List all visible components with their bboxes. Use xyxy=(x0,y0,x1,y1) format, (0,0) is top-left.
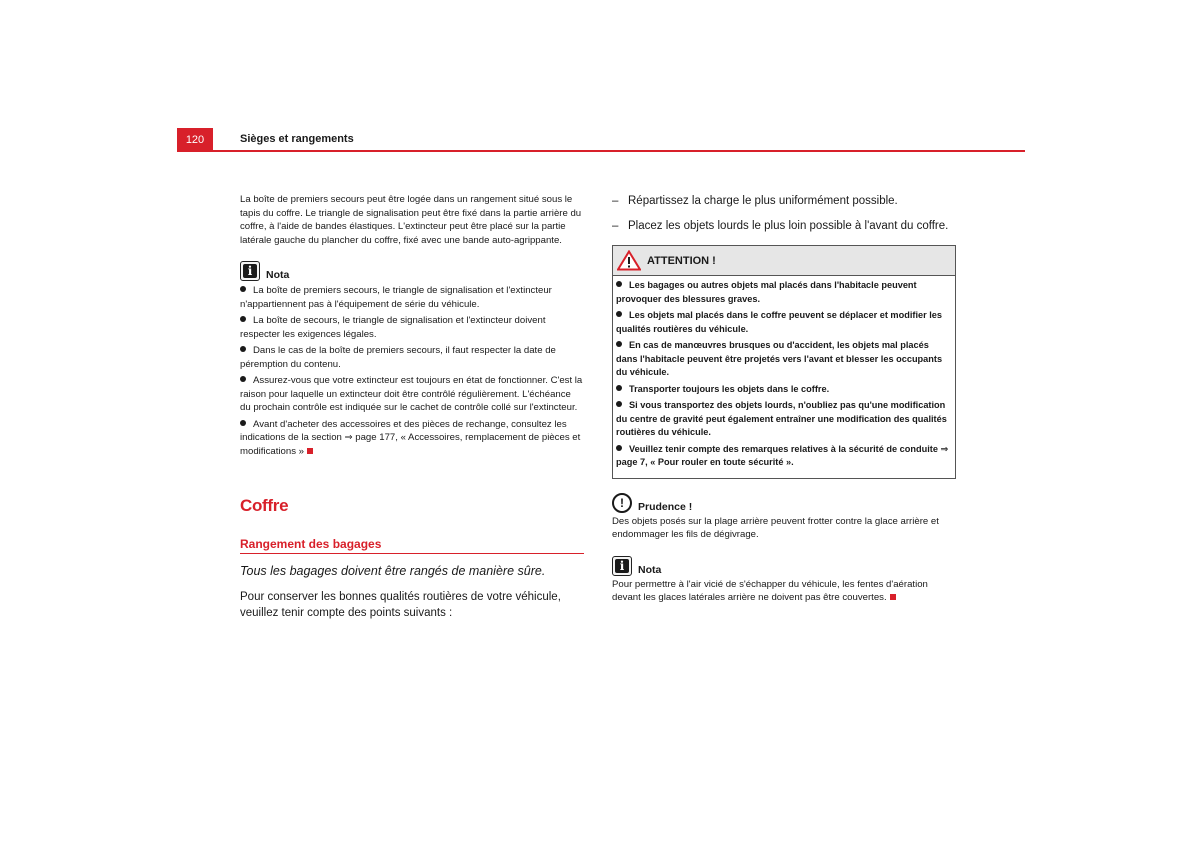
nota-item xyxy=(240,418,584,459)
bullet-icon xyxy=(616,445,622,451)
list-item: – Placez les objets lourds le plus loin possible à l'avant du coffre. xyxy=(612,220,949,232)
left-column xyxy=(240,193,584,621)
right-column xyxy=(612,193,956,605)
attention-item xyxy=(616,443,952,470)
intro-paragraph: La boîte de premiers secours peut être logée dans un rangement situé sous le tapis du coffre. Le triangle de signalisation peut être fixé dans la partie arrière du coffre, à l'aide de bandes élastiques. L'extincteur peut être placé sur la partie latérale gauche du plancher du coffre, fixé avec une bande auto-agrippante. xyxy=(240,194,582,246)
nota-item: La boîte de secours, le triangle de signalisation et l'extincteur doivent respecter les exigences légales. xyxy=(240,315,546,340)
attention-box xyxy=(612,245,956,479)
prudence-label: Prudence ! xyxy=(638,500,693,513)
bullet-icon xyxy=(240,420,246,426)
bullet-icon xyxy=(240,286,246,292)
bullet-icon xyxy=(616,341,622,347)
attention-item: En cas de manœuvres brusques ou d'accident, les objets mal placés dans l'habitacle peuvent être projetés vers l'avant et blesser les occupants du véhicule. xyxy=(616,340,943,377)
bullet-icon xyxy=(616,311,622,317)
attention-body xyxy=(613,276,955,478)
bullet-icon xyxy=(616,385,622,391)
nota-item: Assurez-vous que votre extincteur est toujours en état de fonctionner. C'est la raison pour laquelle un extincteur doit être contrôlé régulièrement. L'échéance du prochain contrôle est indiquée sur le cachet de contrôle collé sur l'extincteur. xyxy=(240,375,583,413)
end-of-section-icon xyxy=(890,594,896,600)
prudence-heading xyxy=(612,493,956,513)
attention-label: ATTENTION ! xyxy=(647,254,716,267)
cross-reference-link[interactable]: Veuillez tenir compte des remarques relatives à la sécurité de conduite ⇒ page 7, « Pour rouler en toute sécurité ». xyxy=(616,443,949,467)
header-title: Sièges et rangements xyxy=(240,133,354,145)
nota-item: La boîte de premiers secours, le triangle de signalisation et l'extincteur n'appartiennent pas à l'équipement de série du véhicule. xyxy=(240,285,552,310)
attention-header xyxy=(613,246,955,276)
nota-item: Dans le cas de la boîte de premiers secours, il faut respecter la date de péremption du contenu. xyxy=(240,345,556,370)
nota-label: Nota xyxy=(266,269,290,281)
nota-label: Nota xyxy=(638,563,662,576)
bullet-icon xyxy=(240,346,246,352)
body-paragraph: Pour conserver les bonnes qualités routières de votre véhicule, veuillez tenir compte des points suivants : xyxy=(240,591,561,619)
end-of-section-icon xyxy=(307,448,313,454)
nota-heading xyxy=(612,556,956,576)
attention-item: Transporter toujours les objets dans le coffre. xyxy=(616,383,952,397)
nota-heading xyxy=(240,261,584,281)
bullet-icon xyxy=(240,316,246,322)
section-title: Coffre xyxy=(240,496,289,515)
page-number: 120 xyxy=(177,128,213,150)
warning-triangle-icon xyxy=(617,250,641,271)
nota-text: Pour permettre à l'air vicié de s'échapper du véhicule, les fentes d'aération devant les glaces latérales arrière ne doivent pas être couvertes. xyxy=(612,578,928,603)
page-header xyxy=(177,128,1025,152)
info-icon: i xyxy=(612,556,632,576)
info-icon: i xyxy=(240,261,260,281)
exclamation-circle-icon: ! xyxy=(612,493,632,513)
attention-item: Les bagages ou autres objets mal placés dans l'habitacle peuvent provoquer des blessures graves. xyxy=(616,280,917,304)
list-item: – Répartissez la charge le plus uniformément possible. xyxy=(612,195,898,207)
cross-reference-link[interactable]: Avant d'acheter des accessoires et des pièces de rechange, consultez les indications de la section ⇒ page 177, « Accessoires, remplacement de pièces et modifications » xyxy=(240,418,581,457)
prudence-text: Des objets posés sur la plage arrière peuvent frotter contre la glace arrière et endommager les fils de dégivrage. xyxy=(612,515,939,540)
attention-item: Si vous transportez des objets lourds, n'oubliez pas qu'une modification du centre de gravité peut également entraîner une modification des qualités routières du véhicule. xyxy=(616,400,947,437)
subsection-title: Rangement des bagages xyxy=(240,537,584,554)
attention-item: Les objets mal placés dans le coffre peuvent se déplacer et modifier les qualités routières du véhicule. xyxy=(616,310,943,334)
bullet-icon xyxy=(616,281,622,287)
bullet-icon xyxy=(240,376,246,382)
italic-intro: Tous les bagages doivent être rangés de manière sûre. xyxy=(240,564,546,578)
bullet-icon xyxy=(616,401,622,407)
